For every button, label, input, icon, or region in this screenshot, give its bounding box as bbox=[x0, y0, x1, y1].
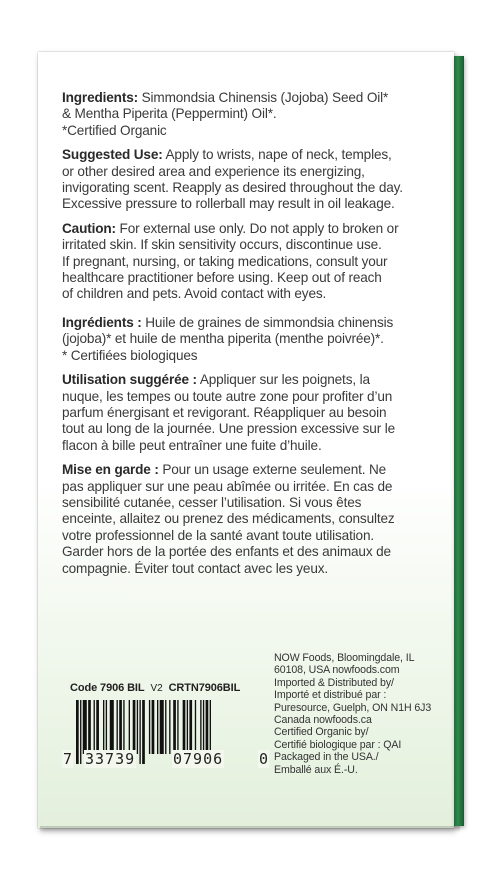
box-shadow bbox=[40, 826, 460, 832]
barcode-bar bbox=[203, 700, 204, 754]
ingredients-en-label: Ingredients: bbox=[62, 90, 138, 105]
ingredients-en: Ingredients: Simmondsia Chinensis (Jojoba) Seed Oil* & Mentha Piperita (Peppermint) Oil*. *Certified Organic bbox=[62, 90, 389, 138]
suggested-use-en: Suggested Use: Apply to wrists, nape of neck, temples, or other desired area and experience its energizing, invigorating scent. Reapply as desired throughout the day. Excessive pressure to rollerball may result in oil leakage. bbox=[62, 147, 403, 212]
suggested-use-fr-label: Utilisation suggérée : bbox=[62, 372, 197, 388]
barcode-bar bbox=[165, 700, 166, 754]
carton-code: CRTN7906BIL bbox=[168, 682, 241, 694]
barcode-bar bbox=[152, 700, 155, 754]
barcode-digit-last: 0 bbox=[259, 750, 269, 768]
version-code: V2 bbox=[150, 683, 163, 694]
barcode-bar bbox=[110, 700, 114, 754]
barcode-bar bbox=[88, 700, 91, 754]
barcode-digit-first: 7 bbox=[63, 750, 73, 768]
label-text bbox=[62, 90, 432, 585]
caution-fr-label: Mise en garde : bbox=[62, 462, 159, 478]
product-code-line bbox=[70, 682, 240, 694]
manufacturer-address: NOW Foods, Bloomingdale, IL 60108, USA nowfoods.com Imported & Distributed by/ Importé et distribué par : Puresource, Guelph, ON N1H 6J3 Canada nowfoods.ca Certified Organic by/ Certifié biologique par : QAI Packaged in the USA./ Emballé aux É.-U. bbox=[274, 652, 432, 776]
barcode-bar bbox=[133, 700, 136, 754]
barcode-bar bbox=[200, 700, 201, 754]
barcode-bar bbox=[177, 700, 178, 754]
barcode-bar bbox=[160, 700, 164, 754]
barcode-bar bbox=[195, 700, 196, 754]
barcode-bar bbox=[83, 700, 87, 754]
barcode-bar bbox=[139, 700, 140, 764]
product-code: Code 7906 BIL bbox=[70, 682, 145, 694]
barcode-bar bbox=[117, 700, 118, 754]
barcode-bar bbox=[157, 700, 158, 754]
label-footer bbox=[62, 640, 442, 800]
barcode-bar bbox=[123, 700, 124, 754]
barcode-bar bbox=[142, 700, 145, 764]
barcode-bar bbox=[119, 700, 122, 754]
barcode-digits-left: 33739 bbox=[85, 750, 136, 768]
caution-en: Caution: For external use only. Do not apply to broken or irritated skin. If skin sensitivity occurs, discontinue use. If pregnant, nursing, or taking medications, consult your healthcare practitioner before using. Keep out of reach of children and pets. Avoid contact with eyes. bbox=[62, 220, 399, 302]
barcode-bar bbox=[189, 700, 192, 754]
barcode-bar bbox=[137, 700, 138, 754]
barcode-bar bbox=[183, 700, 186, 754]
barcode-bar bbox=[106, 700, 107, 754]
suggested-use-en-label: Suggested Use: bbox=[62, 147, 163, 163]
barcode-bar bbox=[129, 700, 130, 754]
ingredients-fr-label: Ingrédients : bbox=[62, 314, 142, 330]
barcode-bar bbox=[169, 700, 170, 754]
suggested-use-fr: Utilisation suggérée : Appliquer sur les poignets, la nuque, les tempes ou toute autre zone pour profiter d’un parfum énergisant et revigorant. Réappliquer au besoin tout au long de la journée. Une pression excessive sur le flacon à bille peut entraîner une fuite d’huile. bbox=[62, 372, 396, 453]
barcode-bar bbox=[187, 700, 188, 754]
barcode-bar bbox=[76, 700, 79, 764]
barcode-digits-right: 07906 bbox=[173, 750, 224, 768]
barcode-bar bbox=[96, 700, 99, 754]
ingredients-fr: Ingrédients : Huile de graines de simmondsia chinensis (jojoba)* et huile de mentha piperita (menthe poivrée)*. * Certifiées biologiques bbox=[62, 314, 394, 363]
caution-fr: Mise en garde : Pour un usage externe seulement. Ne pas appliquer sur une peau abîmée ou irritée. En cas de sensibilité cutanée, cesser l’utilisation. Si vous êtes enceinte, allaitez ou prenez des médicaments, consultez votre professionnel de la santé avant toute utilisation. Garder hors de la portée des enfants et des animaux de compagnie. Éviter tout contact avec les yeux. bbox=[62, 462, 395, 576]
caution-en-label: Caution: bbox=[62, 220, 116, 236]
barcode-bar bbox=[103, 700, 104, 754]
barcode-bar bbox=[80, 700, 81, 764]
barcode-bar bbox=[94, 700, 95, 754]
barcode-bar bbox=[149, 700, 150, 754]
barcode-bar bbox=[173, 700, 176, 754]
box-side-edge bbox=[454, 56, 464, 826]
